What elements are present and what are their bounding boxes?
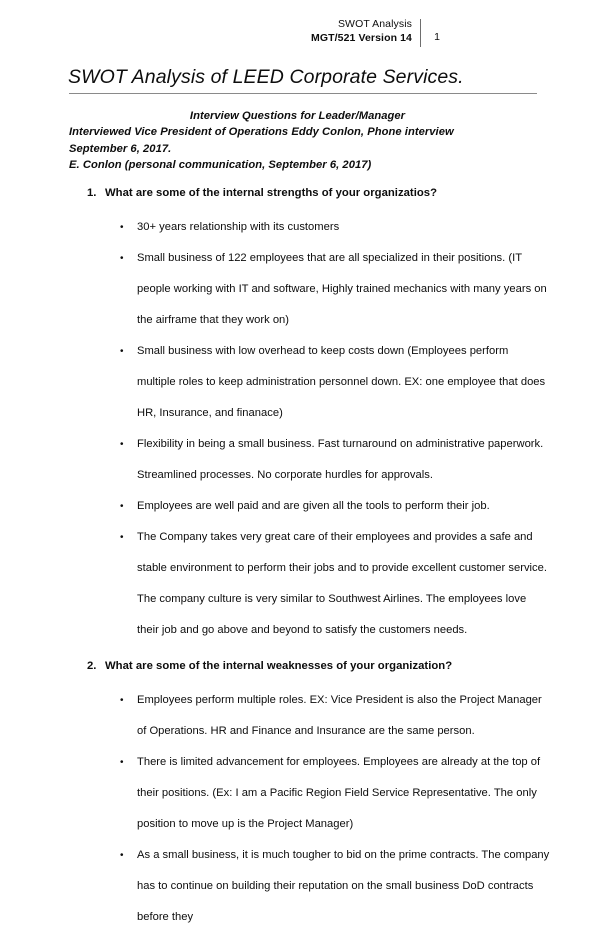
page-number: 1 bbox=[434, 31, 440, 43]
page-title: SWOT Analysis of LEED Corporate Services. bbox=[68, 66, 464, 88]
list-item: • Flexibility in being a small business. Fast turnaround on administrative paperwork. Streamlined processes. No corporate hurdles for approvals. bbox=[0, 429, 606, 491]
list-item: • There is limited advancement for employees. Employees are already at the top of their positions. (Ex: I am a Pacific Region Field Service Representative. The only position to move up is the Project Manager) bbox=[0, 747, 606, 840]
list-item: • Small business with low overhead to keep costs down (Employees perform multiple roles to keep administration personnel down. EX: one employee that does HR, Insurance, and finanace) bbox=[0, 336, 606, 429]
header-divider bbox=[420, 19, 421, 47]
answer-list-1 bbox=[0, 212, 606, 646]
running-header bbox=[68, 18, 540, 54]
question-text-1: What are some of the internal strengths of your organizatios? bbox=[105, 187, 438, 199]
header-course-code: MGT/521 Version 14 bbox=[310, 31, 412, 44]
question-block-2 bbox=[0, 658, 606, 933]
list-item: • Employees are well paid and are given all the tools to perform their job. bbox=[0, 491, 606, 522]
question-heading-2 bbox=[0, 658, 606, 674]
intro-block bbox=[69, 108, 540, 174]
list-item: • As a small business, it is much tougher to bid on the prime contracts. The company has to continue on building their reputation on the small business DoD contracts before they bbox=[0, 840, 606, 933]
question-number-1: 1. bbox=[87, 187, 97, 199]
section-spacer bbox=[0, 646, 606, 658]
list-item: • 30+ years relationship with its customers bbox=[0, 212, 606, 243]
intro-date: September 6, 2017. bbox=[69, 142, 172, 155]
list-item: • Employees perform multiple roles. EX: Vice President is also the Project Manager of Operations. HR and Finance and Insurance are the same person. bbox=[0, 685, 606, 747]
question-number-2: 2. bbox=[87, 660, 97, 672]
header-course-title: SWOT Analysis bbox=[337, 18, 412, 30]
question-heading-1 bbox=[0, 185, 606, 201]
list-item: • The Company takes very great care of their employees and provides a safe and stable environment to perform their jobs and to provide excellent customer service. The company culture is very similar to Southwest Airlines. The employees love their job and go above and beyond to satisfy the customers needs. bbox=[0, 522, 606, 646]
intro-citation: E. Conlon (personal communication, September 6, 2017) bbox=[69, 159, 372, 172]
question-text-2: What are some of the internal weaknesses of your organization? bbox=[105, 660, 453, 672]
header-text-block bbox=[311, 18, 412, 45]
answer-list-2 bbox=[0, 685, 606, 933]
question-block-1 bbox=[0, 185, 606, 646]
questions-container bbox=[0, 185, 606, 933]
title-underline bbox=[69, 93, 537, 94]
intro-subtitle: Interview Questions for Leader/Manager bbox=[189, 110, 406, 122]
list-item: • Small business of 122 employees that are all specialized in their positions. (IT people working with IT and software, Highly trained mechanics with many years on the airframe that they work on) bbox=[0, 243, 606, 336]
intro-interviewee: Interviewed Vice President of Operations Eddy Conlon, Phone interview bbox=[69, 126, 454, 139]
